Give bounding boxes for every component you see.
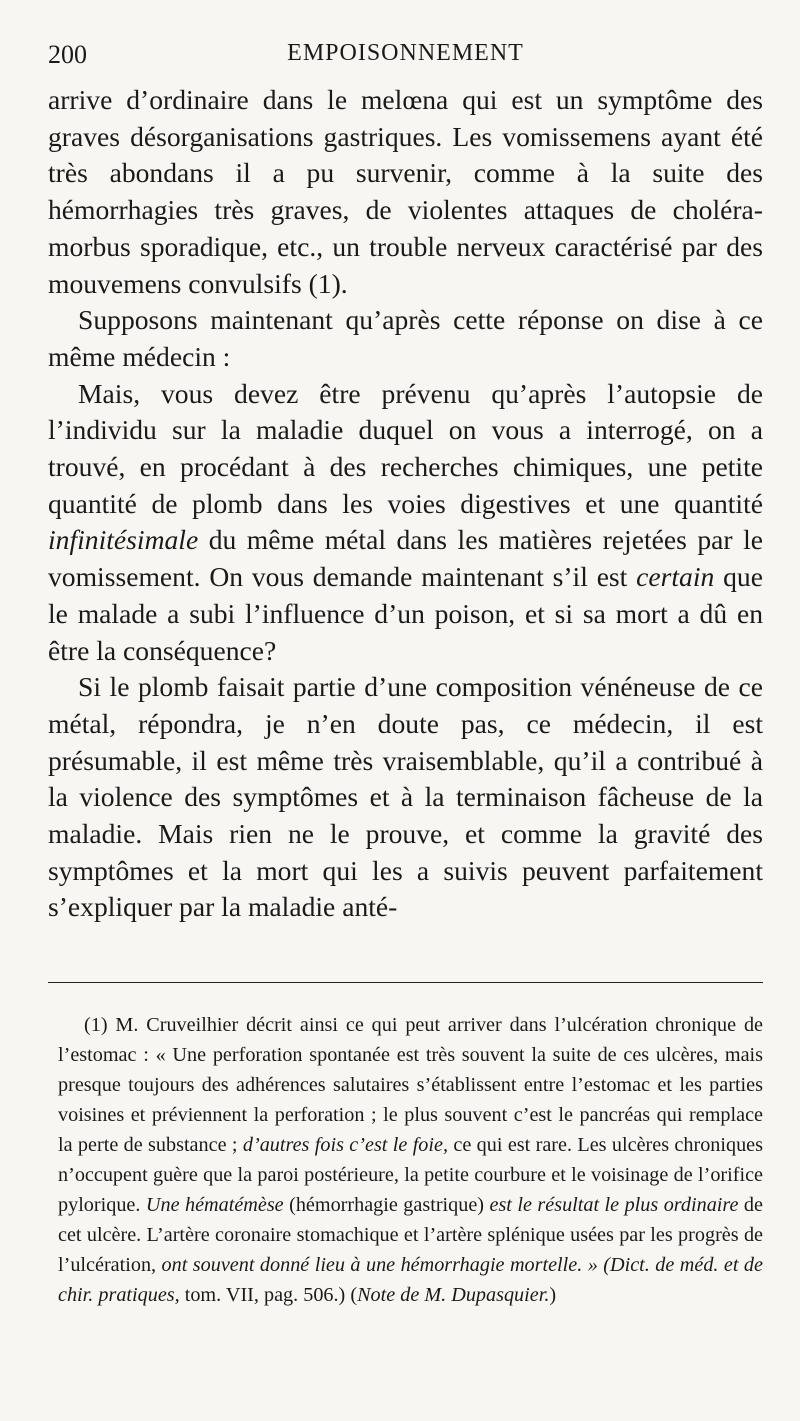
paragraph-supposons: Supposons maintenant qu’après cette réponse on dise à ce même médecin : — [48, 304, 763, 372]
paragraph-continuation: arrive d’ordinaire dans le melœna qui est un symptôme des graves désorganisations gastriques. Les vomissemens ayant été très abondans il a pu survenir, comme à la suite des hémorrhagies très graves, de violentes attaques de choléra-morbus sporadique, etc., un trouble nerveux caractérisé par des mouvemens convulsifs (1). — [48, 84, 763, 299]
main-text — [48, 82, 763, 926]
emphasis-certain: certain — [636, 561, 715, 593]
footnote-part-d: de cet ulcère. L’artère coronaire stomachique et l’artère splénique usées par les progrès de l’ulcération, — [58, 1194, 763, 1276]
paragraph-question — [48, 376, 763, 670]
footnote-part-a: (1) M. Cruveilhier décrit ainsi ce qui peut arriver dans l’ulcération chronique de l’estomac : « Une perforation spontanée est très souvent la suite de ces ulcères, mais presque toujours des adhérences salutaires s’établissent entre l’estomac et les parties voisines et préviennent la perforation ; le plus souvent c’est le pancréas qui remplace la perte de substance ; — [58, 1014, 763, 1156]
paragraph-question-part-c: que le malade a subi l’influence d’un poison, et si sa mort a dû en être la conséquence? — [48, 561, 763, 666]
footnote-emphasis-3: est le résultat le plus ordinaire — [489, 1194, 739, 1216]
footnote-separator — [48, 982, 763, 983]
emphasis-infinitesimale: infinitésimale — [48, 524, 199, 556]
page-header — [48, 40, 763, 74]
footnote-emphasis-4: ont souvent donné lieu à une hémorrhagie mortelle. » (Dict. de méd. et de chir. pratiques, — [58, 1254, 763, 1306]
paragraph-question-part-a: Mais, vous devez être prévenu qu’après l’autopsie de l’individu sur la maladie duquel on vous a interrogé, on a trouvé, en procédant à des recherches chimiques, une petite quantité de plomb dans les voies digestives et une quantité — [48, 377, 763, 519]
footnote — [58, 1010, 763, 1310]
footnote-emphasis-5: Note de M. Dupasquier. — [357, 1284, 550, 1306]
footnote-part-f: ) — [549, 1284, 557, 1306]
page-number: 200 — [48, 40, 87, 69]
paragraph-question-part-b: du même métal dans les matières rejetées par le vomissement. On vous demande maintenant s’il est — [48, 524, 763, 593]
footnote-text — [58, 1010, 763, 1310]
paragraph-answer: Si le plomb faisait partie d’une composition vénéneuse de ce métal, répondra, je n’en doute pas, ce médecin, il est présumable, il est même très vraisemblable, qu’il a contribué à la violence des symptômes et à la terminaison fâcheuse de la maladie. Mais rien ne le prouve, et comme la gravité des symptômes et la mort qui les a suivis peuvent parfaitement s’expliquer par la maladie anté- — [48, 671, 763, 923]
footnote-part-b: ce qui est rare. Les ulcères chroniques n’occupent guère que la paroi postérieure, la petite courbure et le voisinage de l’orifice pylorique. — [58, 1134, 764, 1216]
footnote-part-e: tom. VII, pag. 506.) ( — [179, 1284, 358, 1306]
running-title: EMPOISONNEMENT — [287, 40, 524, 66]
footnote-part-c: (hémorrhagie gastrique) — [283, 1194, 490, 1216]
footnote-emphasis-1: d’autres fois c’est le foie, — [242, 1134, 449, 1156]
footnote-emphasis-2: Une hématémèse — [145, 1194, 284, 1216]
